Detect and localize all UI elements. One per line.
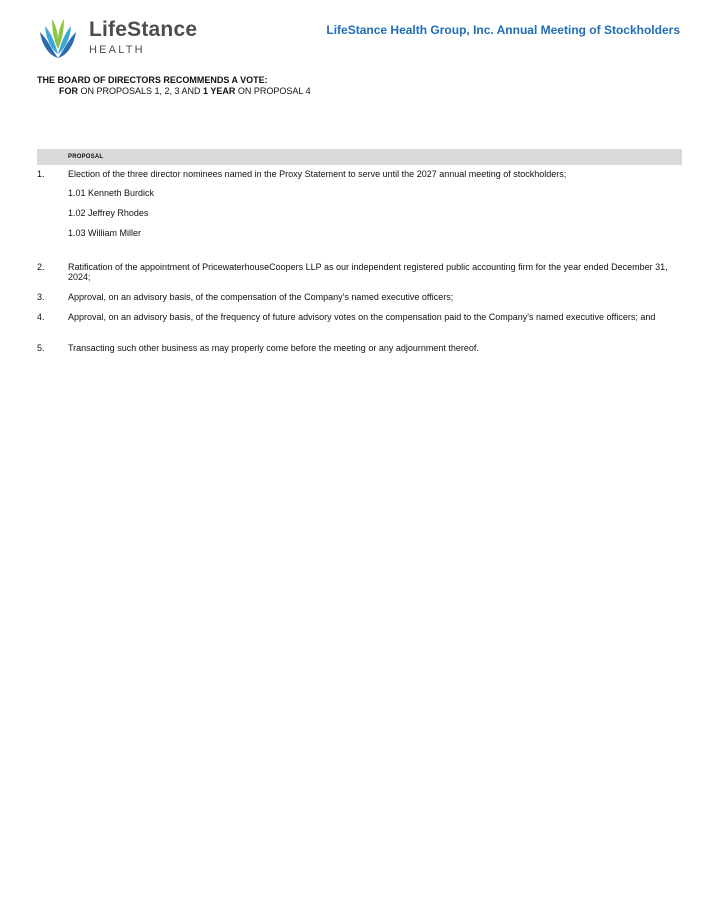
- proposal-number: 5.: [37, 343, 45, 353]
- proposal-number: 3.: [37, 292, 45, 302]
- recommendation-middle: ON PROPOSALS 1, 2, 3 AND: [78, 86, 204, 96]
- lifestance-leaf-icon: [36, 16, 80, 60]
- recommendation-end: ON PROPOSAL 4: [235, 86, 311, 96]
- proposal-item: [37, 343, 682, 353]
- proposal-number: 1.: [37, 169, 45, 179]
- proposal-table-header: [37, 149, 682, 165]
- proposal-text: Transacting such other business as may properly come before the meeting or any adjournment thereof.: [68, 343, 479, 353]
- board-recommendation: [37, 75, 311, 97]
- lifestance-logo: [36, 16, 206, 60]
- logo-subtitle: HEALTH: [89, 44, 145, 56]
- proposal-text: Approval, on an advisory basis, of the compensation of the Company's named executive officers;: [68, 292, 454, 302]
- proposal-column-label: PROPOSAL: [68, 154, 104, 160]
- recommendation-heading: THE BOARD OF DIRECTORS RECOMMENDS A VOTE:: [37, 75, 268, 85]
- proposal-number: 2.: [37, 262, 45, 272]
- nominee-item: 1.01 Kenneth Burdick: [68, 188, 155, 198]
- nominee-item: 1.02 Jeffrey Rhodes: [68, 208, 149, 218]
- proposal-item: [37, 292, 682, 302]
- proposal-item: [37, 312, 682, 322]
- proposal-text: Ratification of the appointment of PricewaterhouseCoopers LLP as our independent registered public accounting firm for the year ended December 31, 2024;: [68, 262, 668, 282]
- proposal-number: 4.: [37, 312, 45, 322]
- one-year-label: 1 YEAR: [203, 86, 236, 96]
- logo-wordmark: LifeStance: [89, 18, 198, 41]
- meeting-title: LifeStance Health Group, Inc. Annual Meeting of Stockholders: [326, 23, 680, 37]
- proposal-text: Approval, on an advisory basis, of the frequency of future advisory votes on the compensation paid to the Company's named executive officers; and: [68, 312, 656, 322]
- proposal-item: [37, 169, 682, 179]
- recommendation-detail: [37, 86, 311, 97]
- proposal-item: [37, 262, 682, 282]
- for-label: FOR: [59, 86, 78, 96]
- proposal-text: Election of the three director nominees named in the Proxy Statement to serve until the 2027 annual meeting of stockholders;: [68, 169, 567, 179]
- nominee-item: 1.03 William Miller: [68, 228, 142, 238]
